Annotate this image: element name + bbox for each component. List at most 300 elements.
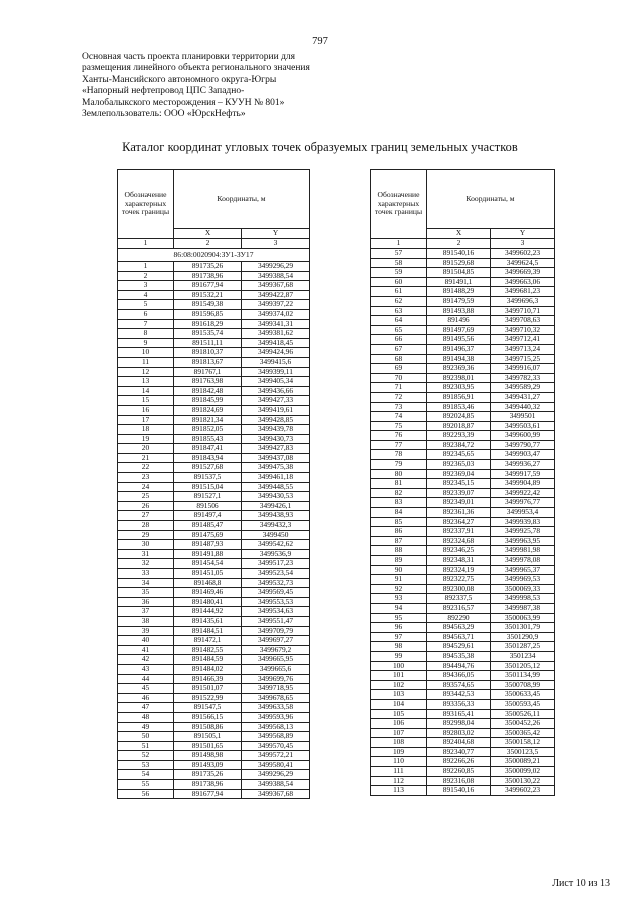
point-number: 94	[371, 603, 427, 613]
coord-y: 3499709,79	[242, 626, 310, 636]
table-row	[371, 719, 555, 729]
coord-x: 892266,26	[427, 757, 491, 767]
coord-x: 892324,68	[427, 536, 491, 546]
point-number: 6	[118, 309, 174, 319]
coord-x: 891480,41	[174, 597, 242, 607]
coord-x: 891488,29	[427, 287, 491, 297]
coord-y: 3499713,24	[491, 344, 555, 354]
coord-x: 891482,55	[174, 645, 242, 655]
coord-x: 891501,07	[174, 684, 242, 694]
table-row	[371, 517, 555, 527]
point-number: 52	[118, 751, 174, 761]
coord-x: 891515,04	[174, 482, 242, 492]
header-y: Y	[242, 229, 310, 239]
coord-x: 894563,29	[427, 623, 491, 633]
point-number: 96	[371, 623, 427, 633]
coord-x: 893356,33	[427, 699, 491, 709]
table-row	[118, 463, 310, 473]
point-number: 41	[118, 645, 174, 655]
table-row	[118, 559, 310, 569]
point-number: 102	[371, 680, 427, 690]
coord-x: 892290	[427, 613, 491, 623]
header-block	[82, 52, 382, 120]
table-row	[371, 412, 555, 422]
point-number: 28	[118, 521, 174, 531]
coord-x: 891466,39	[174, 674, 242, 684]
table-row	[371, 757, 555, 767]
coord-y: 3499976,77	[491, 498, 555, 508]
coord-x: 891494,38	[427, 354, 491, 364]
coord-y: 3499593,96	[242, 712, 310, 722]
coord-y: 3499536,9	[242, 549, 310, 559]
table-row	[118, 521, 310, 531]
table-row	[371, 671, 555, 681]
coord-y: 3499432,3	[242, 521, 310, 531]
coord-y: 3499523,54	[242, 569, 310, 579]
point-number: 8	[118, 329, 174, 339]
point-number: 79	[371, 460, 427, 470]
point-number: 81	[371, 479, 427, 489]
point-number: 62	[371, 296, 427, 306]
coord-y: 3499428,85	[242, 415, 310, 425]
column-number: 3	[491, 239, 555, 249]
table-row	[371, 479, 555, 489]
coord-x: 891454,54	[174, 559, 242, 569]
table-row	[371, 613, 555, 623]
point-number: 88	[371, 546, 427, 556]
table-row	[118, 597, 310, 607]
table-row	[118, 511, 310, 521]
point-number: 65	[371, 325, 427, 335]
coord-y: 3499568,13	[242, 722, 310, 732]
point-number: 72	[371, 392, 427, 402]
coord-x: 891738,96	[174, 271, 242, 281]
point-number: 90	[371, 565, 427, 575]
coord-x: 891501,65	[174, 741, 242, 751]
coord-y: 3499296,29	[242, 262, 310, 272]
coord-y: 3499710,32	[491, 325, 555, 335]
coord-y: 3499542,62	[242, 540, 310, 550]
coord-x: 891853,46	[427, 402, 491, 412]
coord-x: 891491,1	[427, 277, 491, 287]
coord-y: 3499517,23	[242, 559, 310, 569]
coord-y: 3499697,27	[242, 636, 310, 646]
point-number: 14	[118, 386, 174, 396]
point-number: 80	[371, 469, 427, 479]
coord-x: 894535,38	[427, 651, 491, 661]
point-number: 108	[371, 738, 427, 748]
point-number: 24	[118, 482, 174, 492]
coord-x: 894494,76	[427, 661, 491, 671]
coord-x: 892361,36	[427, 508, 491, 518]
coord-y: 3499696,3	[491, 296, 555, 306]
table-row	[118, 616, 310, 626]
point-number: 11	[118, 357, 174, 367]
point-number: 32	[118, 559, 174, 569]
point-number: 58	[371, 258, 427, 268]
coord-x: 891618,29	[174, 319, 242, 329]
coord-y: 3499431,27	[491, 392, 555, 402]
coord-y: 3501287,25	[491, 642, 555, 652]
point-number: 77	[371, 440, 427, 450]
point-number: 95	[371, 613, 427, 623]
coord-x: 891813,67	[174, 357, 242, 367]
table-row	[371, 767, 555, 777]
coord-y: 3499439,78	[242, 425, 310, 435]
coord-x: 891505,1	[174, 732, 242, 742]
header-x: X	[174, 229, 242, 239]
table-row	[371, 632, 555, 642]
table-row	[118, 588, 310, 598]
table-row	[118, 377, 310, 387]
point-number: 13	[118, 377, 174, 387]
coord-y: 3500099,02	[491, 767, 555, 777]
point-number: 112	[371, 776, 427, 786]
table-row	[371, 373, 555, 383]
table-row	[118, 309, 310, 319]
table-row	[118, 396, 310, 406]
coord-y: 3501290,9	[491, 632, 555, 642]
coord-y: 3499710,71	[491, 306, 555, 316]
table-row	[118, 425, 310, 435]
coord-x: 891767,1	[174, 367, 242, 377]
table-row	[118, 319, 310, 329]
coord-y: 3499427,83	[242, 444, 310, 454]
coord-x: 892024,85	[427, 412, 491, 422]
point-number: 74	[371, 412, 427, 422]
point-number: 109	[371, 747, 427, 757]
coord-x: 891508,86	[174, 722, 242, 732]
table-row	[118, 405, 310, 415]
coord-x: 891856,91	[427, 392, 491, 402]
point-number: 71	[371, 383, 427, 393]
column-number: 2	[174, 239, 242, 249]
point-number: 35	[118, 588, 174, 598]
table-row	[118, 664, 310, 674]
point-number: 70	[371, 373, 427, 383]
point-number: 12	[118, 367, 174, 377]
coord-y: 3499715,25	[491, 354, 555, 364]
point-number: 75	[371, 421, 427, 431]
coord-x: 891469,46	[174, 588, 242, 598]
coord-x: 891468,8	[174, 578, 242, 588]
coord-x: 891540,16	[427, 786, 491, 796]
coord-x: 891535,74	[174, 329, 242, 339]
coord-x: 891852,05	[174, 425, 242, 435]
coord-y: 3499589,29	[491, 383, 555, 393]
point-number: 45	[118, 684, 174, 694]
table-row	[118, 367, 310, 377]
coord-x: 891444,92	[174, 607, 242, 617]
table-row	[118, 434, 310, 444]
point-number: 3	[118, 281, 174, 291]
table-row	[118, 549, 310, 559]
point-number: 50	[118, 732, 174, 742]
coord-x: 891738,96	[174, 780, 242, 790]
table-row	[371, 450, 555, 460]
point-number: 36	[118, 597, 174, 607]
coord-x: 891855,43	[174, 434, 242, 444]
coord-y: 3499679,2	[242, 645, 310, 655]
coord-x: 892364,27	[427, 517, 491, 527]
coord-y: 3499965,37	[491, 565, 555, 575]
table-row	[371, 364, 555, 374]
coord-y: 3499501	[491, 412, 555, 422]
coord-y: 3499669,39	[491, 268, 555, 278]
point-number: 23	[118, 473, 174, 483]
coord-x: 892340,77	[427, 747, 491, 757]
coord-y: 3499936,27	[491, 460, 555, 470]
coord-y: 3501301,79	[491, 623, 555, 633]
table-row	[371, 536, 555, 546]
header-line: «Напорный нефтепровод ЦПС Западно-	[82, 86, 245, 97]
coord-y: 3500633,45	[491, 690, 555, 700]
coord-y: 3499436,66	[242, 386, 310, 396]
table-row	[371, 575, 555, 585]
point-number: 111	[371, 767, 427, 777]
table-row	[371, 651, 555, 661]
coord-x: 892345,15	[427, 479, 491, 489]
cadastral-number: 86:08:0020904:ЗУ1-ЗУ17	[118, 249, 310, 262]
coord-x: 891485,47	[174, 521, 242, 531]
coord-x: 892337,91	[427, 527, 491, 537]
table-row	[371, 440, 555, 450]
coord-y: 3499678,65	[242, 693, 310, 703]
point-number: 64	[371, 316, 427, 326]
coord-x: 892369,04	[427, 469, 491, 479]
table-row	[371, 728, 555, 738]
point-number: 66	[371, 335, 427, 345]
table-row	[371, 421, 555, 431]
coord-y: 3499903,47	[491, 450, 555, 460]
coord-x: 891472,1	[174, 636, 242, 646]
table-row	[118, 482, 310, 492]
coord-y: 3499296,29	[242, 770, 310, 780]
coord-y: 3501134,99	[491, 671, 555, 681]
coord-y: 3500089,21	[491, 757, 555, 767]
table-row	[118, 655, 310, 665]
header-y: Y	[491, 229, 555, 239]
coord-x: 892365,03	[427, 460, 491, 470]
coord-x: 892369,36	[427, 364, 491, 374]
coord-x: 891495,56	[427, 335, 491, 345]
table-row	[371, 258, 555, 268]
coord-y: 3499718,95	[242, 684, 310, 694]
coord-y: 3499663,06	[491, 277, 555, 287]
point-number: 56	[118, 789, 174, 799]
column-number: 3	[242, 239, 310, 249]
coord-y: 3499399,11	[242, 367, 310, 377]
point-number: 22	[118, 463, 174, 473]
point-number: 97	[371, 632, 427, 642]
header-line: Основная часть проекта планировки территории для	[82, 52, 296, 62]
point-number: 7	[118, 319, 174, 329]
table-row	[118, 473, 310, 483]
coord-x: 891522,99	[174, 693, 242, 703]
coord-y: 3499388,54	[242, 271, 310, 281]
coord-x: 891821,34	[174, 415, 242, 425]
table-row	[371, 565, 555, 575]
coord-x: 891527,1	[174, 492, 242, 502]
header-coords-label: Координаты, м	[427, 170, 555, 229]
table-row	[371, 699, 555, 709]
point-number: 33	[118, 569, 174, 579]
coord-y: 3499461,18	[242, 473, 310, 483]
coord-y: 3499600,99	[491, 431, 555, 441]
table-row	[371, 335, 555, 345]
table-row	[371, 277, 555, 287]
coord-y: 3499633,58	[242, 703, 310, 713]
table-row	[371, 642, 555, 652]
point-number: 84	[371, 508, 427, 518]
point-number: 82	[371, 488, 427, 498]
coord-y: 3499602,23	[491, 249, 555, 259]
header-x: X	[427, 229, 491, 239]
coord-y: 3500063,99	[491, 613, 555, 623]
point-number: 99	[371, 651, 427, 661]
coord-y: 3499381,62	[242, 329, 310, 339]
coord-x: 891496	[427, 316, 491, 326]
table-row	[371, 296, 555, 306]
coord-x: 892349,01	[427, 498, 491, 508]
table-row	[118, 741, 310, 751]
coord-y: 3501205,12	[491, 661, 555, 671]
coord-y: 3499570,45	[242, 741, 310, 751]
point-number: 49	[118, 722, 174, 732]
table-row	[371, 709, 555, 719]
table-row	[118, 607, 310, 617]
table-row	[118, 501, 310, 511]
coord-x: 892316,08	[427, 776, 491, 786]
coord-y: 3499374,02	[242, 309, 310, 319]
table-row	[371, 584, 555, 594]
point-number: 53	[118, 760, 174, 770]
coord-y: 3499415,6	[242, 357, 310, 367]
coord-y: 3499437,08	[242, 453, 310, 463]
coord-y: 3499987,38	[491, 603, 555, 613]
point-number: 93	[371, 594, 427, 604]
point-number: 51	[118, 741, 174, 751]
table-row	[118, 530, 310, 540]
coord-x: 891511,11	[174, 338, 242, 348]
coord-x: 893165,41	[427, 709, 491, 719]
coord-y: 3499681,23	[491, 287, 555, 297]
point-number: 86	[371, 527, 427, 537]
table-row	[371, 469, 555, 479]
coord-x: 892018,87	[427, 421, 491, 431]
table-row	[118, 626, 310, 636]
table-row	[371, 325, 555, 335]
table-row	[118, 262, 310, 272]
coord-x: 891763,98	[174, 377, 242, 387]
table-row	[118, 760, 310, 770]
coord-y: 3499418,45	[242, 338, 310, 348]
table-row	[371, 354, 555, 364]
table-row	[371, 402, 555, 412]
coord-y: 3499963,95	[491, 536, 555, 546]
point-number: 10	[118, 348, 174, 358]
table-row	[371, 268, 555, 278]
point-number: 27	[118, 511, 174, 521]
coord-x: 891484,51	[174, 626, 242, 636]
point-number: 2	[118, 271, 174, 281]
coord-y: 3499367,68	[242, 789, 310, 799]
coord-x: 891497,69	[427, 325, 491, 335]
coord-x: 892293,39	[427, 431, 491, 441]
coord-y: 3500365,42	[491, 728, 555, 738]
coord-x: 891810,37	[174, 348, 242, 358]
point-number: 55	[118, 780, 174, 790]
point-number: 91	[371, 575, 427, 585]
coord-x: 891504,85	[427, 268, 491, 278]
point-number: 20	[118, 444, 174, 454]
point-number: 68	[371, 354, 427, 364]
coord-x: 891566,15	[174, 712, 242, 722]
coord-x: 891497,4	[174, 511, 242, 521]
point-number: 60	[371, 277, 427, 287]
coord-x: 891735,26	[174, 262, 242, 272]
coord-y: 3499430,53	[242, 492, 310, 502]
point-number: 26	[118, 501, 174, 511]
coord-x: 891540,16	[427, 249, 491, 259]
table-row	[371, 738, 555, 748]
table-row	[118, 338, 310, 348]
coord-x: 892322,75	[427, 575, 491, 585]
table-row	[371, 594, 555, 604]
table-row	[118, 712, 310, 722]
point-number: 89	[371, 556, 427, 566]
coord-x: 892324,19	[427, 565, 491, 575]
header-coords-label: Координаты, м	[174, 170, 310, 229]
header-point-label: Обозначение характерных точек границы	[118, 170, 174, 239]
coord-x: 891498,98	[174, 751, 242, 761]
coord-x: 892316,57	[427, 603, 491, 613]
coord-y: 3499422,87	[242, 290, 310, 300]
coord-y: 3500158,12	[491, 738, 555, 748]
column-number: 1	[371, 239, 427, 249]
coord-x: 891451,05	[174, 569, 242, 579]
coord-y: 3499708,63	[491, 316, 555, 326]
coord-y: 3499397,22	[242, 300, 310, 310]
point-number: 34	[118, 578, 174, 588]
coord-x: 891487,93	[174, 540, 242, 550]
coord-y: 3499917,59	[491, 469, 555, 479]
coord-y: 3499665,95	[242, 655, 310, 665]
coord-y: 3499475,38	[242, 463, 310, 473]
table-row	[118, 540, 310, 550]
coord-y: 3499572,21	[242, 751, 310, 761]
table-row	[371, 508, 555, 518]
table-row	[371, 392, 555, 402]
table-row	[118, 492, 310, 502]
table-row	[118, 722, 310, 732]
table-row	[371, 306, 555, 316]
coord-x: 891491,88	[174, 549, 242, 559]
coord-x: 891506	[174, 501, 242, 511]
coord-y: 3499969,53	[491, 575, 555, 585]
table-row	[371, 498, 555, 508]
coord-x: 891847,41	[174, 444, 242, 454]
point-number: 30	[118, 540, 174, 550]
document-title: Каталог координат угловых точек образуемых границ земельных участков	[122, 140, 518, 154]
table-row	[118, 300, 310, 310]
coord-y: 3500526,11	[491, 709, 555, 719]
coord-y: 3499712,41	[491, 335, 555, 345]
point-number: 19	[118, 434, 174, 444]
coord-y: 3499916,07	[491, 364, 555, 374]
coord-x: 892300,08	[427, 584, 491, 594]
header-line: Ханты-Мансийского автономного округа-Югры	[82, 74, 277, 85]
